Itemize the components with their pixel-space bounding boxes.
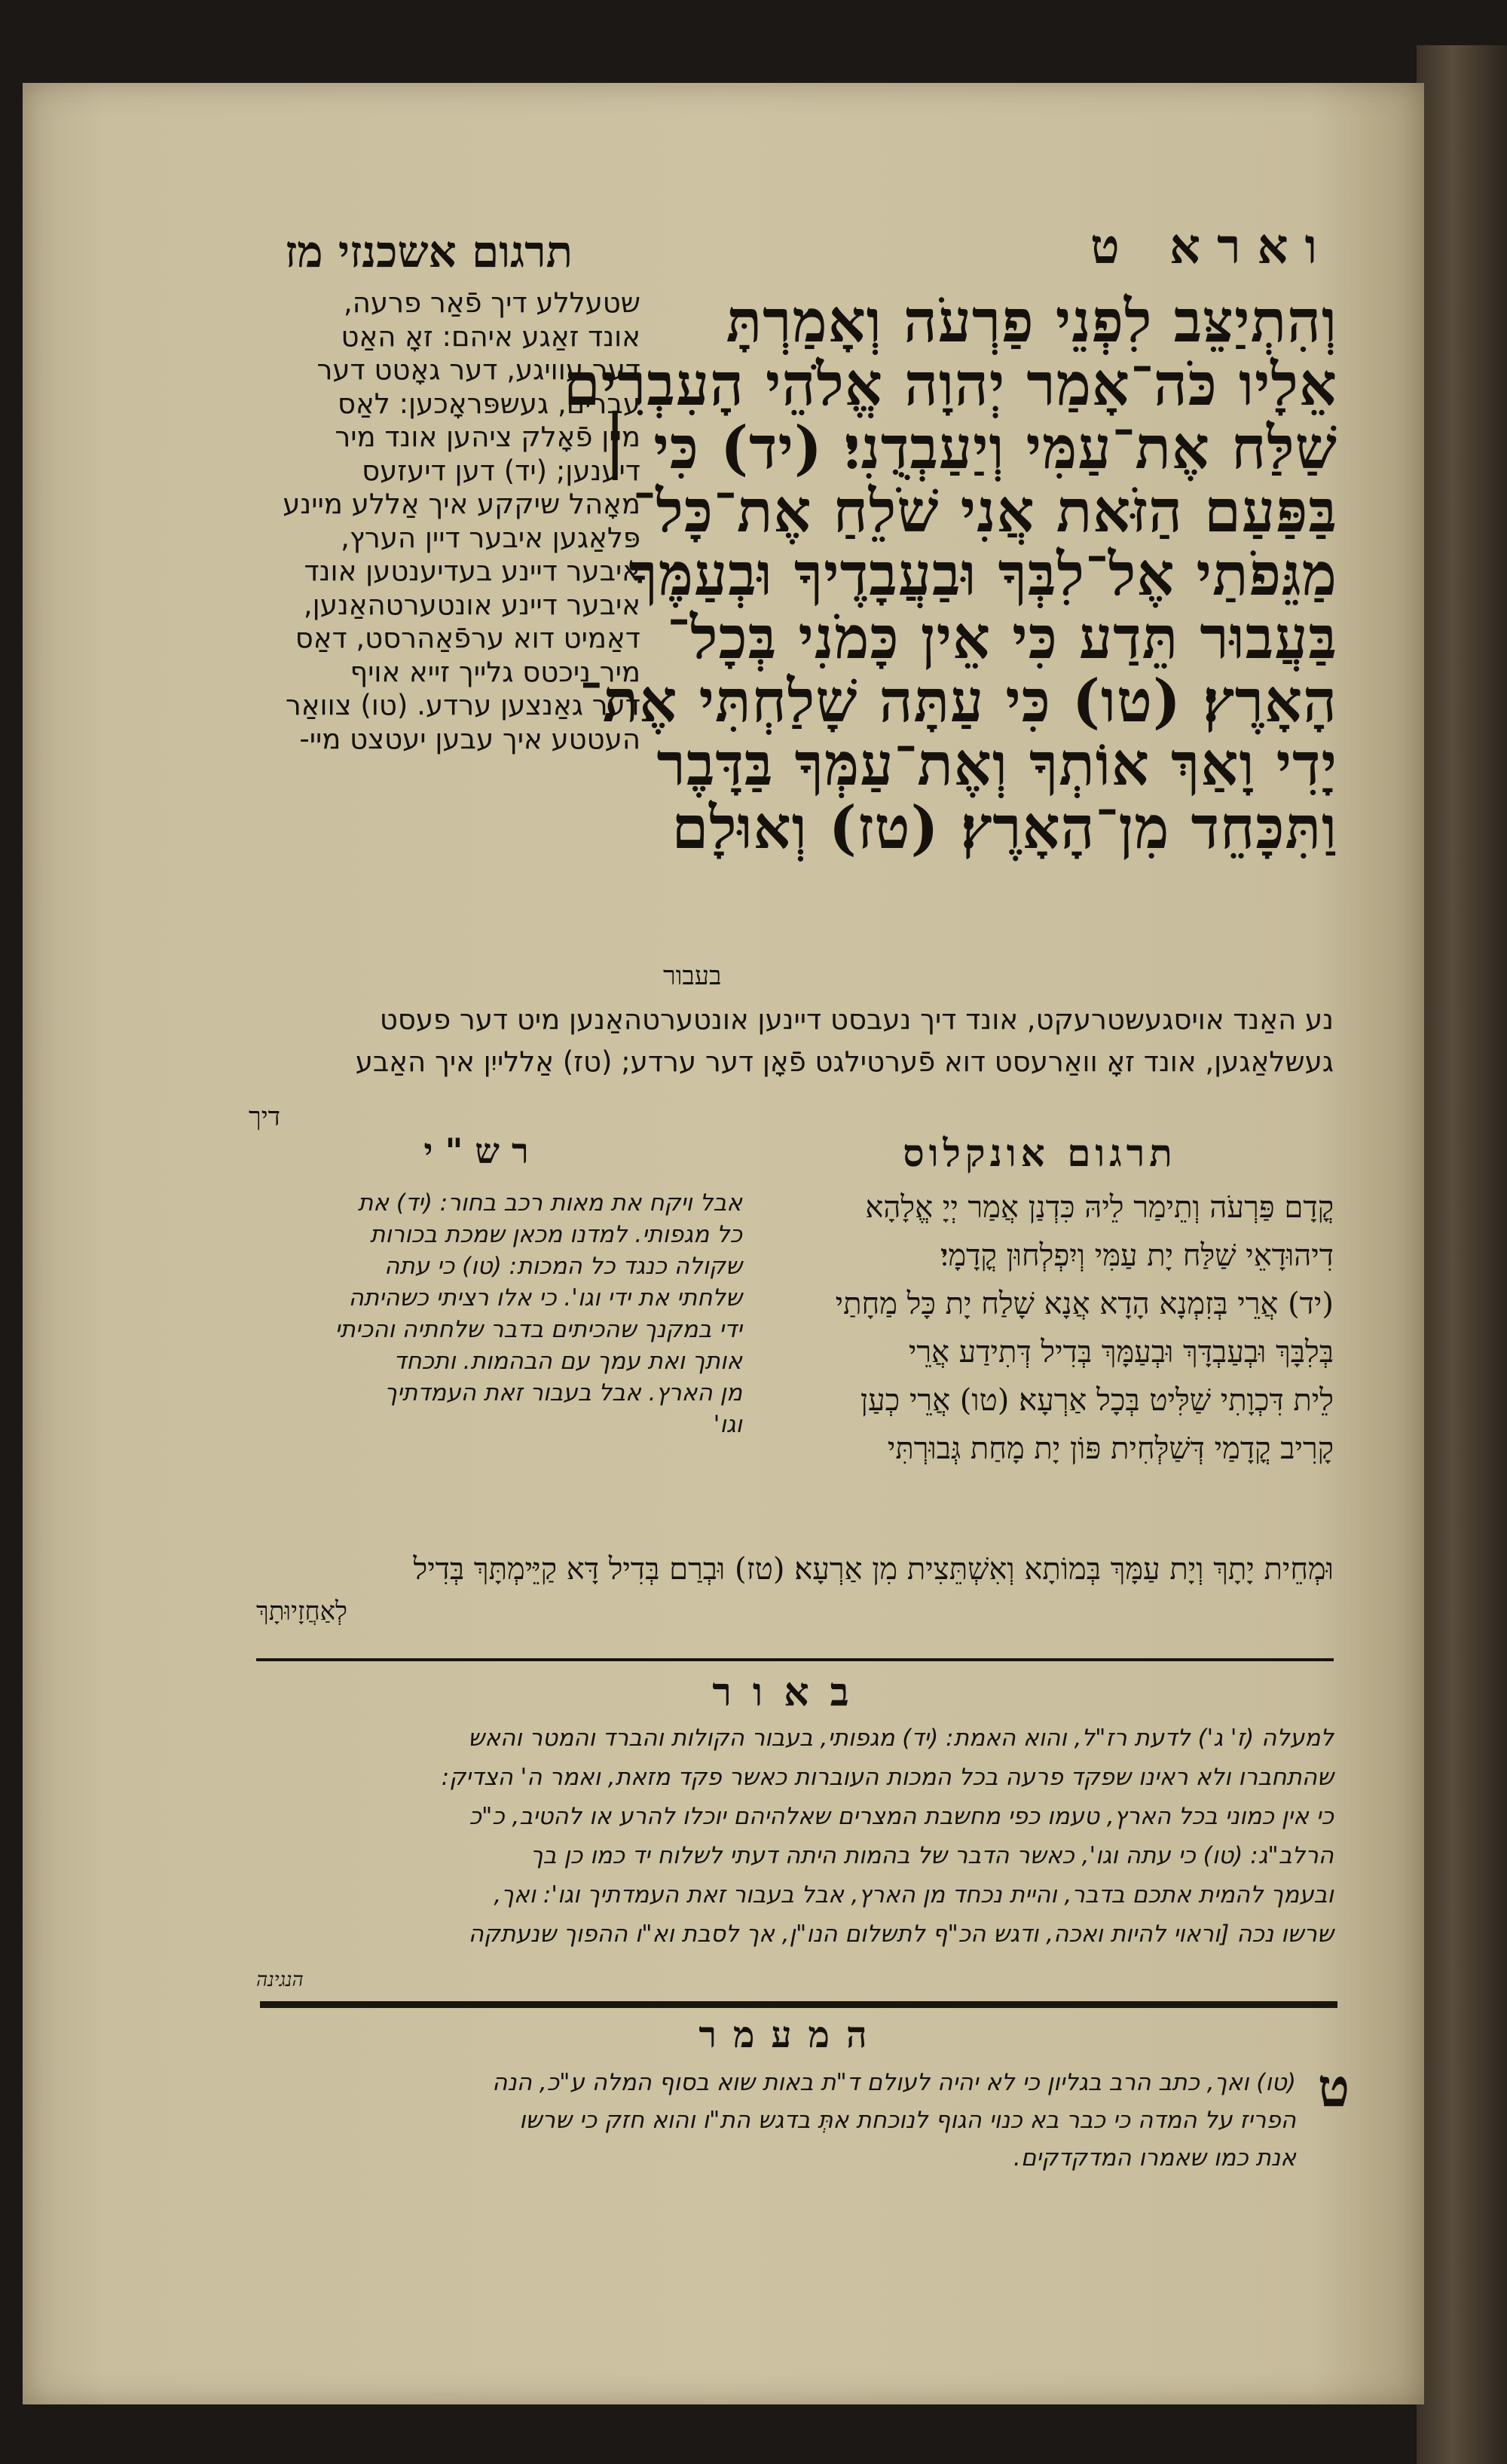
rashi-line: ידי במקנך שהכיתים בדבר שלחתיה והכיתי — [335, 1316, 742, 1343]
hebrew-line: וַתִּכָּחֵד מִן־הָאָרֶץ׃ (טז) וְאוּלָם — [671, 794, 1337, 862]
running-header-left: תרגום אשכנזי מז — [285, 226, 573, 277]
hebrew-line: מַגֵּפֹתַי אֶל־לִבְּךָ וּבַעֲבָדֶיךָ וּבְעַמֶּךָ — [628, 540, 1337, 609]
onkelos-line: קָרִיב קֳדָמַי דְּשַׁלְּחִית פּוֹן יָת מָחַת גְּבוּרְתִּי — [887, 1431, 1334, 1466]
yiddish-wide — [249, 999, 1334, 1083]
onkelos-wide-line: וּמְחֵית יָתָךְ וְיָת עַמָּךְ בְּמוֹתָא וְאִשְׁתֵּצִית מִן אַרְעָא׃ (טז) וּבְרַם בְּדִיל דָּא קַיֵּימְתָּךְ בְּדִיל — [413, 1552, 1334, 1587]
yiddish-line: מיין פֿאָלק ציהען אונד מיר — [335, 421, 640, 453]
biur-text — [256, 1719, 1334, 1954]
hebrew-line: הָאָרֶץ׃ (טו) כִּי עַתָּה שָׁלַחְתִּי אֶת־ — [579, 667, 1337, 736]
hameamer-title: המעמר — [698, 2014, 884, 2056]
onkelos-text — [754, 1183, 1334, 1473]
catchword-yiddish: דיך — [249, 1102, 280, 1132]
yiddish-wide-line: געשלאַגען, אונד זאָ וואַרעסט דוא פֿערטילגט פֿאָן דער ערדע; (טז) אַללייִן איך האַבע — [355, 1045, 1334, 1078]
hebrew-main-text — [563, 287, 1337, 862]
biur-line: שרשו נכה [וראוי להיות ואכה, ודגש הכ"ף לתשלום הנו"ן, אך לסבת וא"ו ההפוך שנעתקה — [468, 1921, 1334, 1948]
biur-line: כי אין כמוני בכל הארץ, טעמו כפי מחשבת המצרים שאלהיהם יוכלו להרע או להטיב, כ"כ — [469, 1803, 1334, 1830]
hameamer-line: (טו) ואך, כתב הרב בגליון כי לא יהיה לעולם ד"ת באות שוא בסוף המלה ע"כ, הנה — [492, 2069, 1296, 2096]
yiddish-line: אונד זאַגע איהם: זאָ האַט — [341, 320, 640, 353]
hebrew-line: אֵלָיו כֹּה־אָמַר יְהוָה אֱלֹהֵי הָעִבְרִים — [563, 350, 1337, 419]
divider-thick-rule — [260, 2001, 1337, 2008]
onkelos-line: (יד) אֲרֵי בְּזִמְנָא הָדָא אֲנָא שָׁלַח יָת כָּל מַחָתַי — [835, 1287, 1334, 1321]
hameamer-line: אנת כמו שאמרו המדקדקים. — [1013, 2144, 1296, 2172]
biur-title: באור — [712, 1670, 870, 1716]
yiddish-line: איבער דיינע אונטערטהאַנען, — [303, 588, 640, 621]
running-header-right: וארא ט — [1090, 219, 1334, 275]
catchword-main: בעבור — [663, 961, 722, 991]
hameamer-marker: ט — [1317, 2056, 1350, 2119]
onkelos-line: בְּלִבָּךְ וּבְעַבְדָּךְ וּבְעַמָּךְ בְּדִיל דְּתִידַע אֲרֵי — [908, 1335, 1334, 1370]
rashi-title: רש"י — [423, 1131, 541, 1171]
hameamer-text — [256, 2064, 1296, 2177]
adjacent-page-edge — [1417, 45, 1507, 2464]
yiddish-line: עברים, געשפּראָכען: לאַס — [338, 387, 640, 420]
rashi-line: שקולה כנגד כל המכות: (טו) כי עתה — [384, 1253, 742, 1280]
yiddish-wide-line: נע האַנד אויסגעשטרעקט, אונד דיך נעבסט דיינען אונטערטהאַנען מיט דער פעסט — [379, 1003, 1334, 1036]
rashi-text — [252, 1187, 742, 1440]
biur-line: ובעמך להמית אתכם בדבר, והיית נכחד מן הארץ, אבל בעבור זאת העמדתיך וגו': ואך, — [494, 1881, 1334, 1908]
biur-line: הרלב"ג: (טו) כי עתה וגו', כאשר הדבר של בהמות היתה דעתי לשלוח יד כמו כן בך — [530, 1842, 1334, 1869]
rashi-line: אבל ויקח את מאות רכב בחור: (יד) את — [357, 1189, 742, 1217]
hebrew-line: יָדִי וָאַךְ אוֹתְךָ וְאֶת־עַמְּךָ בַּדָּבֶר — [656, 730, 1337, 799]
rashi-line: כל מגפותי. למדנו מכאן שמכת בכורות — [369, 1221, 742, 1248]
hameamer-line: הפריז על המדה כי כבר בא כנוי הגוף לנוכחת אתְּ בדגש הת"ו והוא חזק כי שרשו — [519, 2107, 1296, 2134]
rashi-line: שלחתי את ידי וגו'. כי אלו רציתי כשהיתה — [348, 1284, 742, 1312]
divider-rule — [256, 1658, 1334, 1661]
hebrew-line: בַּעֲבוּר תֵּדַע כִּי אֵין כָּמֹנִי בְּכָל־ — [667, 604, 1337, 672]
yiddish-line: איבער דיינע בעדיענטען אונד — [304, 555, 640, 587]
yiddish-column — [249, 286, 640, 756]
hebrew-line: בַּפַּעַם הַזֹּאת אֲנִי שֹׁלֵחַ אֶת־כָּל־ — [632, 477, 1337, 546]
rashi-line: אותך ואת עמך עם הבהמות. ותכחד — [393, 1348, 742, 1375]
yiddish-line: שטעללע דיך פֿאַר פרעה, — [343, 286, 640, 319]
onkelos-title: תרגום אונקלוס — [903, 1131, 1177, 1175]
onkelos-line: לֵית דִּכְוָתִי שַׁלִּיט בְּכָל אַרְעָא׃ (טו) אֲרֵי כְעַן — [860, 1383, 1334, 1418]
yiddish-line: דאַמיט דוא ערפֿאַהרסט, דאַס — [295, 622, 640, 654]
rashi-line: וגו' — [713, 1411, 742, 1438]
yiddish-line: העטטע איך עבען יעטצט מיי- — [299, 722, 640, 755]
hebrew-line: וְהִתְיַצֵּב לִפְנֵי פַרְעֹה וְאָמַרְתָּ — [726, 287, 1337, 356]
yiddish-line: דיענען; (יד) דען דיעזעס — [362, 454, 640, 487]
catchword-onkelos: לְאַחֲזָיוּתָךְ — [256, 1596, 347, 1627]
yiddish-line: פּלאַגען איבער דיין הערץ, — [341, 521, 640, 554]
catchword-biur: הנגינה — [256, 1969, 304, 1991]
onkelos-line: קֳדָם פַּרְעֹה וְתֵימַר לֵיהּ כִּדְנַן אֲמַר יְיָ אֱלָהָא — [865, 1190, 1334, 1225]
hebrew-line: שַׁלַּח אֶת־עַמִּי וְיַעַבְדֻנִי׃ (יד) כִּי ׀ — [598, 414, 1337, 482]
yiddish-line: דער עוויגע, דער גאָטט דער — [316, 354, 640, 386]
yiddish-line: מאָהל שיקקע איך אַללע מיינע — [283, 488, 640, 520]
yiddish-line: מיר ניכטס גלייך זייא אויף — [350, 655, 640, 688]
biur-line: שהתחברו ולא ראינו שפקד פרעה בכל המכות העוברות כאשר פקד מזאת, ואמר ה' הצדיק: — [441, 1764, 1334, 1791]
yiddish-line: דער גאַנצען ערדע. (טו) צוואַר — [285, 689, 640, 721]
biur-line: למעלה (ז' ג') לדעת רז"ל, והוא האמת: (יד) מגפותי, בעבור הקולות והברד והמטר והאש — [468, 1725, 1334, 1752]
onkelos-line: דִיהוּדָאֵי שַׁלַּח יָת עַמִּי וְיִפְלְחוּן קֳדָמָי׃ — [940, 1238, 1334, 1273]
rashi-line: מן הארץ. אבל בעבור זאת העמדתיך — [384, 1379, 742, 1406]
